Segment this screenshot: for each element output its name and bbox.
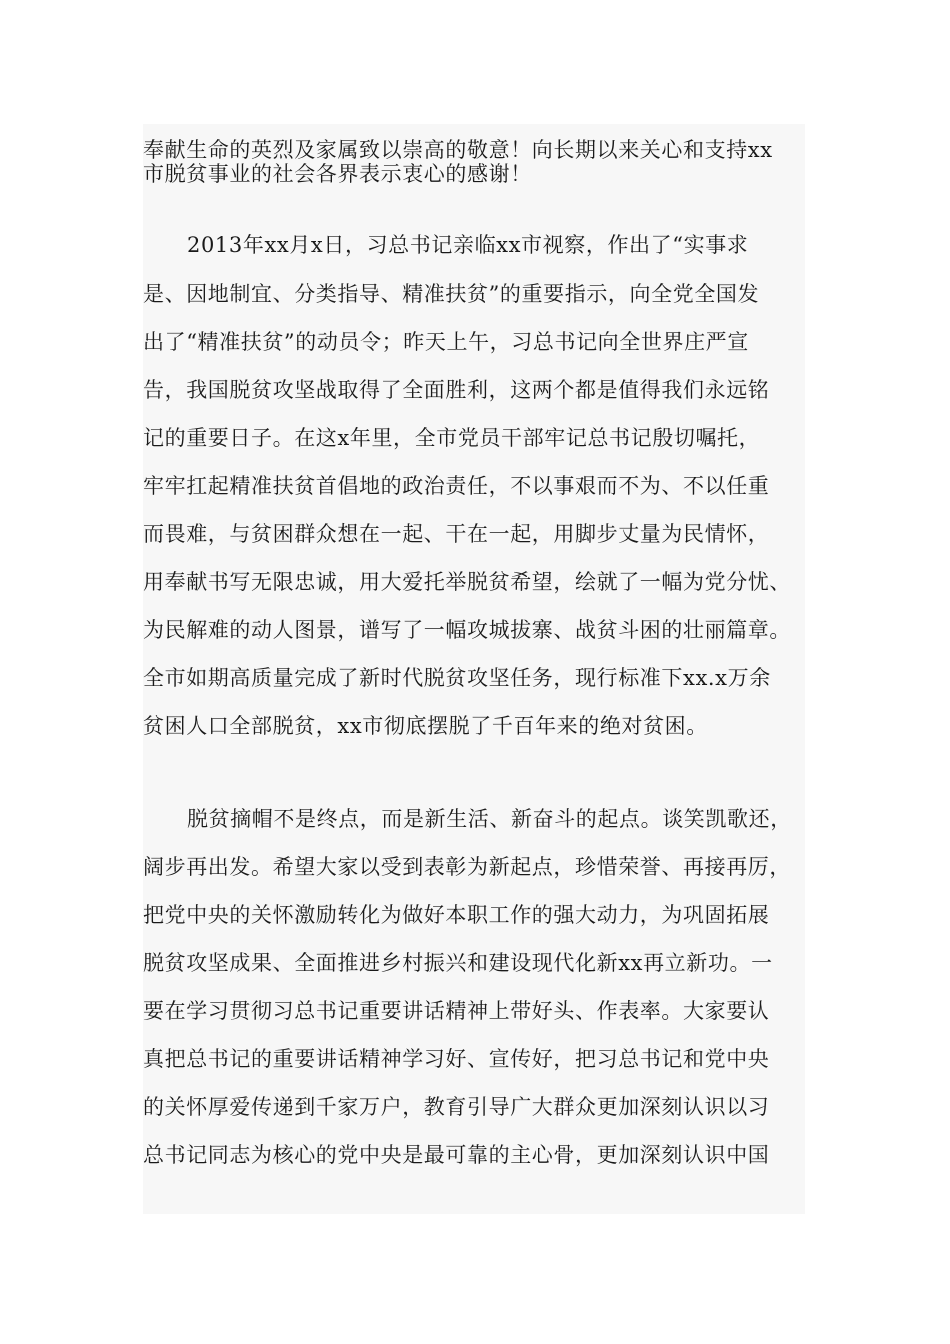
text-line: 2013年xx月x日，习总书记亲临xx市视察，作出了“实事求 bbox=[187, 233, 749, 257]
text-line: 要在学习贯彻习总书记重要讲话精神上带好头、作表率。大家要认 bbox=[143, 999, 770, 1023]
text-line: 脱贫攻坚成果、全面推进乡村振兴和建设现代化新xx再立新功。一 bbox=[143, 951, 773, 975]
text-line: 出了“精准扶贫”的动员令；昨天上午，习总书记向全世界庄严宣 bbox=[143, 330, 749, 354]
text-line: 而畏难，与贫困群众想在一起、干在一起，用脚步丈量为民情怀， bbox=[143, 522, 770, 546]
text-line: 用奉献书写无限忠诚，用大爱托举脱贫希望，绘就了一幅为党分忧、 bbox=[143, 570, 791, 594]
text-line: 为民解难的动人图景，谱写了一幅攻城拔寨、战贫斗困的壮丽篇章。 bbox=[143, 618, 791, 642]
text-line: 真把总书记的重要讲话精神学习好、宣传好，把习总书记和党中央 bbox=[143, 1047, 770, 1071]
text-line: 奉献生命的英烈及家属致以崇高的敬意！向长期以来关心和支持xx bbox=[143, 138, 773, 162]
text-line: 是、因地制宜、分类指导、精准扶贫”的重要指示，向全党全国发 bbox=[143, 282, 760, 306]
text-line: 总书记同志为核心的党中央是最可靠的主心骨，更加深刻认识中国 bbox=[143, 1143, 770, 1167]
text-line: 牢牢扛起精准扶贫首倡地的政治责任，不以事艰而不为、不以任重 bbox=[143, 474, 770, 498]
text-line: 的关怀厚爱传递到千家万户，教育引导广大群众更加深刻认识以习 bbox=[143, 1095, 770, 1119]
text-line: 记的重要日子。在这x年里，全市党员干部牢记总书记殷切嘱托， bbox=[143, 426, 761, 450]
text-line: 市脱贫事业的社会各界表示衷心的感谢！ bbox=[143, 162, 532, 186]
text-line: 告，我国脱贫攻坚战取得了全面胜利，这两个都是值得我们永远铭 bbox=[143, 378, 770, 402]
text-line: 全市如期高质量完成了新时代脱贫攻坚任务，现行标准下xx.x万余 bbox=[143, 666, 771, 690]
text-line: 贫困人口全部脱贫，xx市彻底摆脱了千百年来的绝对贫困。 bbox=[143, 714, 708, 738]
text-line: 阔步再出发。希望大家以受到表彰为新起点，珍惜荣誉、再接再厉， bbox=[143, 855, 791, 879]
text-line: 把党中央的关怀激励转化为做好本职工作的强大动力，为巩固拓展 bbox=[143, 903, 770, 927]
text-line: 脱贫摘帽不是终点，而是新生活、新奋斗的起点。谈笑凯歌还， bbox=[187, 807, 792, 831]
